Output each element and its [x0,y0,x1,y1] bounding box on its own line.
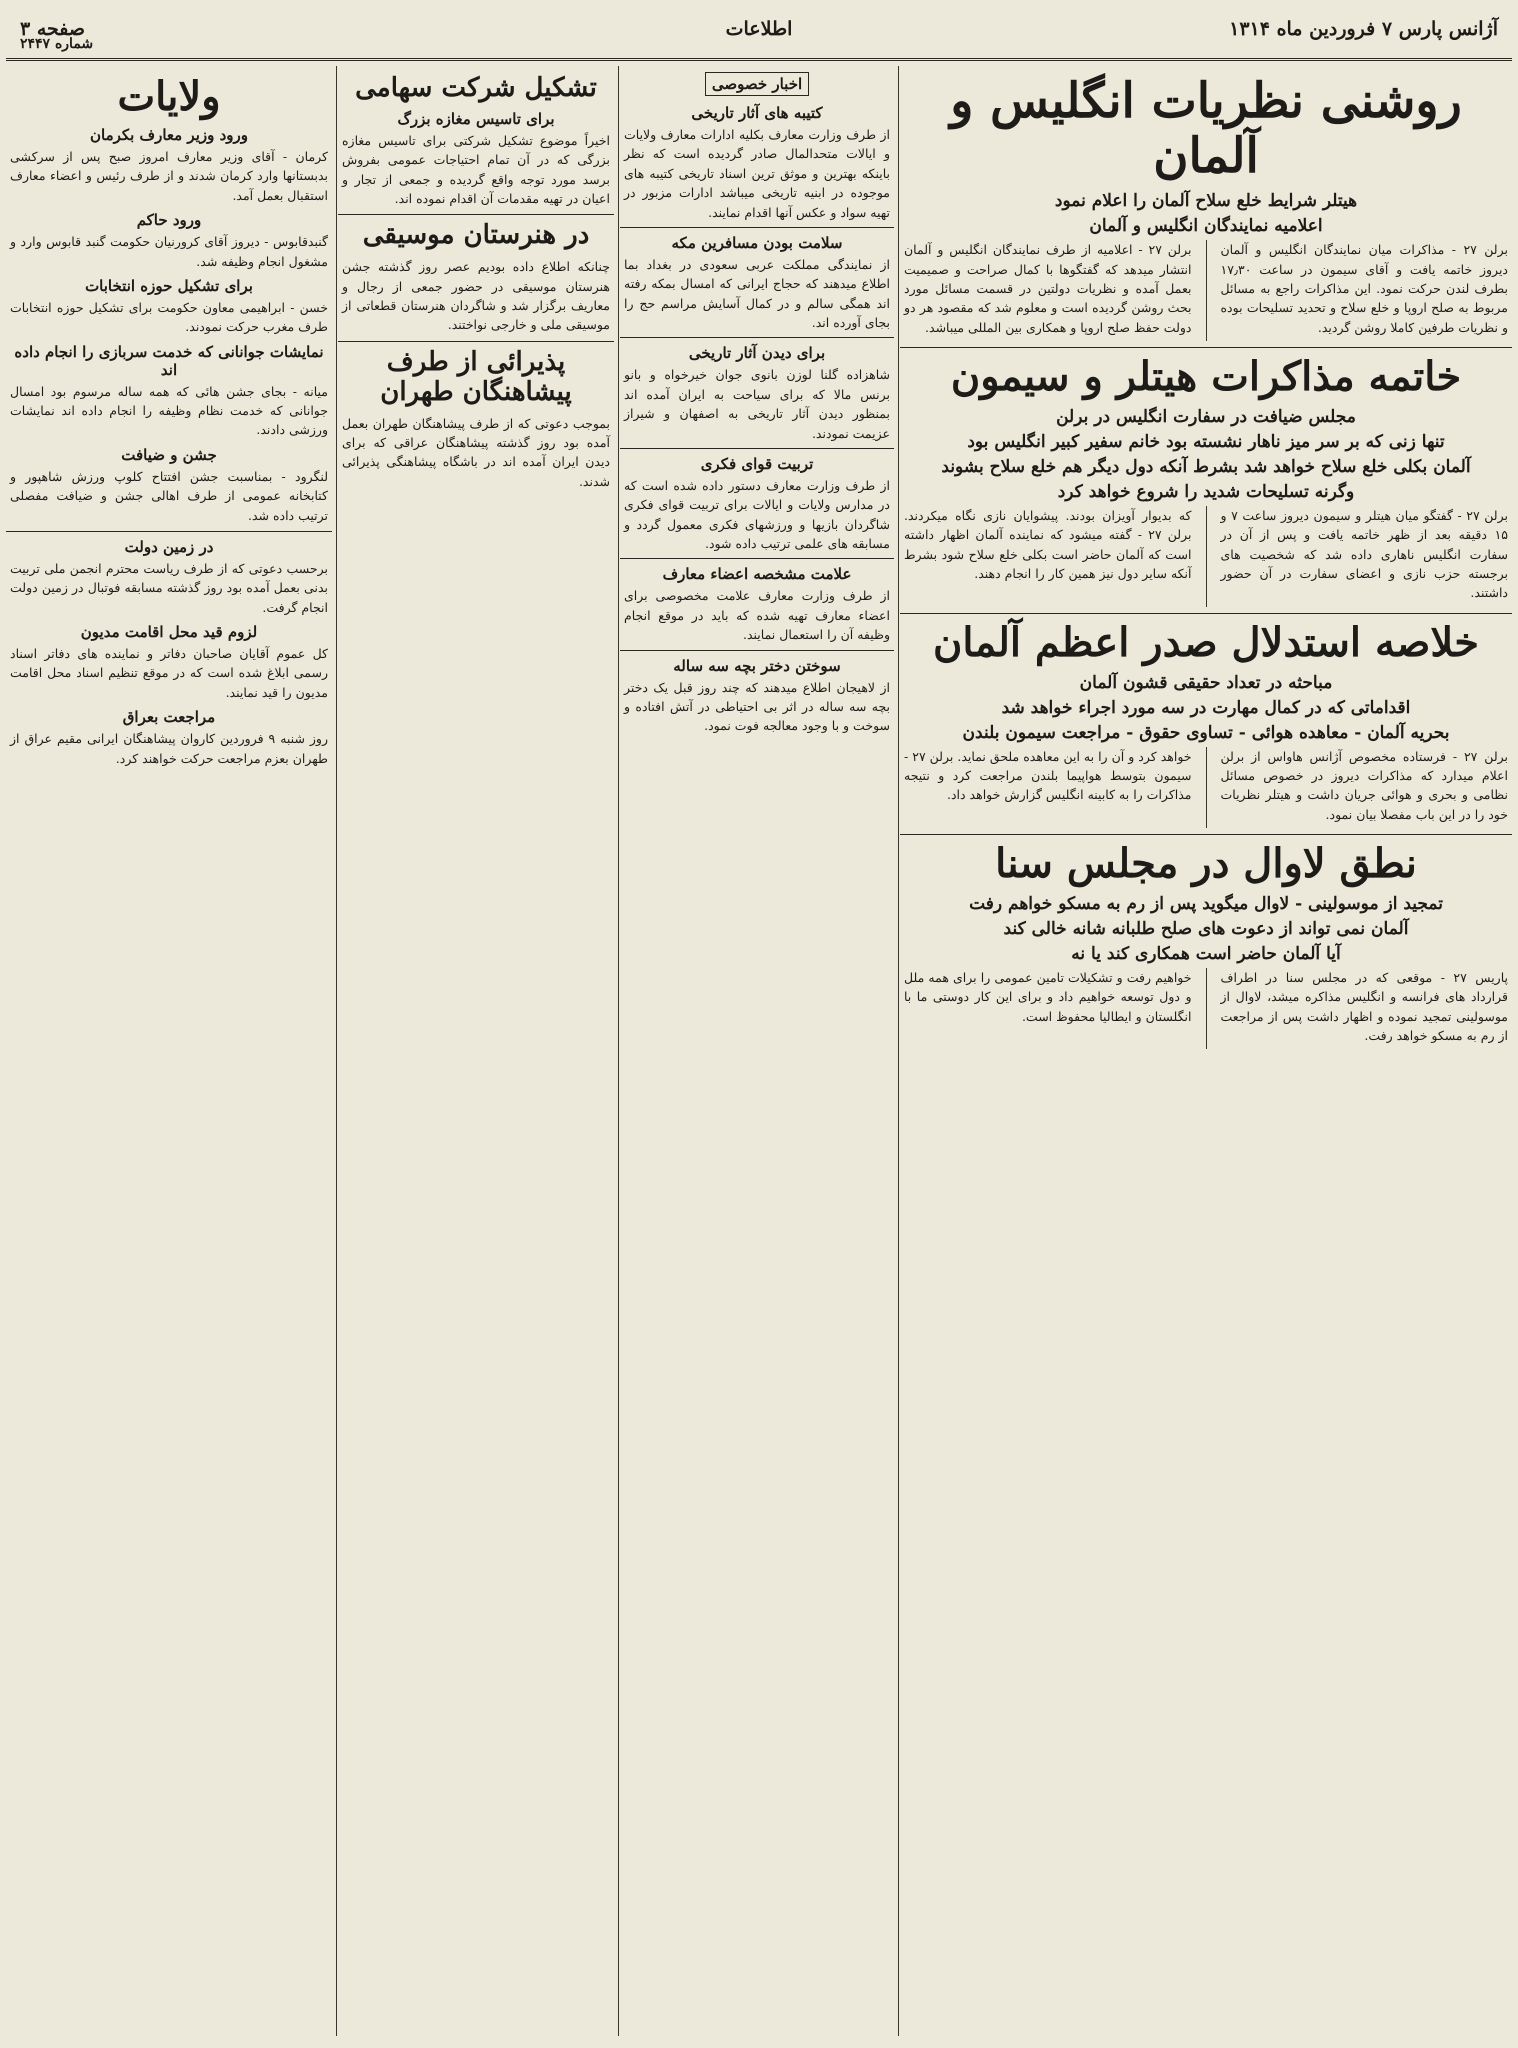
subheadline: تنها زنی که بر سر میز ناهار نشسته بود خانم سفیر کبیر انگلیس بود [967,432,1445,453]
item-body: کرمان - آقای وزیر معارف امروز صبح پس از سرکشی بدبستانها وارد کرمان شدند و از طرف رئیس و اعضاء معارف استقبال بعمل آمد. [10,149,328,203]
article-british-german-views [900,74,1512,341]
item-title: علامت مشخصه اعضاء معارف [662,565,852,584]
article-hitler-simon-talks [900,354,1512,607]
subheadline: هیتلر شرایط خلع سلاح آلمان را اعلام نمود [1054,191,1358,212]
item-title: تربیت قوای فکری [700,454,814,473]
subheadline: وگرنه تسلیحات شدید را شروع خواهد کرد [1057,481,1355,502]
item-title: جشن و ضیافت [121,445,217,464]
article-body: برلن ۲۷ - مذاکرات میان نمایندگان انگلیس و آلمان دیروز خاتمه یافت و آقای سیمون در ساعت ۱۷٫۳۰ بطرف لندن حرکت نمود. این مذاکرات راجع به مسائل مربوط به صلح اروپا و خلع سلاح و تحدید تسلیحات بوده و نظریات طرفین کاملا روشن گردید. [1220,242,1508,335]
masthead-date: آژانس پارس ۷ فروردین ماه ۱۳۱۴ [1229,18,1498,40]
subheadline: بحریه آلمان - معاهده هوائی - تساوی حقوق - مراجعت سیمون بلندن [962,722,1450,743]
item-body: میانه - بجای جشن هائی که همه ساله مرسوم بود امسال جوانانی که خدمت نظام وظیفه را انجام داده اند نمایشات ورزشی دادند. [10,383,328,438]
item-body: بموجب دعوتی که از طرف پیشاهنگان طهران بعمل آمده بود روز گذشته پیشاهنگان عراقی که برای دیدن ایران آمده اند در باشگاه پیشاهنگی پذیرائی شدند. [342,415,610,489]
column-rule [618,66,619,2036]
item-title: در زمین دولت [124,537,214,556]
article-body: پاریس ۲۷ - موقعی که در مجلس سنا در اطراف قرارداد های فرانسه و انگلیس مذاکره میشد، لاوال از موسولینی تمجید نموده و اظهار داشت پس از مراجعت از رم به مسکو خواهد رفت. [1220,969,1508,1043]
masthead-issue: شماره ۲۴۴۷ [20,36,94,52]
item-body: چنانکه اطلاع داده بودیم عصر روز گذشته جشن هنرستان موسیقی در حضور جمعی از رجال و معاریف برگزار شد و شاگردان هنرستان قطعاتی از موسیقی ملی و خارجی نواختند. [342,259,610,333]
item-title: ورود حاکم [136,211,202,230]
item-body: اخیراً موضوع تشکیل شرکتی برای تاسیس مغازه بزرگی که در آن تمام احتیاجات عمومی بفروش برسد مورد توجه واقع گردیده و جمعی از تجار و اعیان در تهیه مقدمات آن اقدام نموده اند. [342,132,610,207]
article-body: برلن ۲۷ - اعلامیه از طرف نمایندگان انگلیس و آلمان انتشار میدهد که گفتگوها با کمال صراحت و صمیمیت بعمل آمده و نظریات دولتین در قسمت مسائل مورد بحث روشن گردیده است و معلوم شد که مقصود هر دو دولت حفظ صلح اروپا و همکاری بین المللی میباشد. [904,242,1192,335]
section-headline: پذیرائی از طرف پیشاهنگان طهران [380,346,572,407]
company-column [338,70,614,2042]
item-body: از طرف وزارت معارف دستور داده شده است که در مدارس ولایات و ایالات برای تربیت قوای فکری شاگردان بازیها و ورزشهای فکری معمول گردد و مسابقه های علمی ترتیب داده شود. [624,477,890,551]
item-title: ورود وزیر معارف بکرمان [89,126,248,144]
private-news-column [620,70,894,2042]
subheadline: آلمان بکلی خلع سلاح خواهد شد بشرط آنکه دول دیگر هم خلع سلاح بشوند [941,457,1471,477]
item-body: از لاهیجان اطلاع میدهند که چند روز قبل یک دختر بچه سه ساله در اثر بی احتیاطی در آتش افتاده و سوخت و با وجود معالجه فوت نمود. [624,679,890,734]
item-title: لزوم قید محل اقامت مدیون [80,623,258,641]
masthead-paper-name: اطلاعات [725,18,793,40]
article-laval-senate-speech [900,841,1512,1049]
headline: خاتمه مذاکرات هیتلر و سیمون [950,353,1462,401]
item-title: برای تشکیل حوزه انتخابات [85,276,253,295]
headline: نطق لاوال در مجلس سنا [995,840,1417,888]
section-head: اخبار خصوصی [705,72,809,96]
item-body: از طرف وزارت معارف علامت مخصوصی برای اعضاء معارف تهیه شده که باید در موقع انجام وظیفه آن را استعمال نمایند. [624,588,890,643]
headline: خلاصه استدلال صدر اعظم آلمان [933,618,1479,666]
main-column [900,70,1512,2042]
item-title: سوختن دختر بچه سه ساله [673,656,841,675]
subheadline: اعلامیه نمایندگان انگلیس و آلمان [1089,216,1323,237]
headline: روشنی نظریات انگلیس و آلمان [950,73,1462,185]
item-body: شاهزاده گلنا لوزن بانوی جوان خیرخواه و بانو برنس مالا که برای سیاحت به ایران آمده اند بمنظور دیدن آثار تاریخی به اصفهان و شیراز عزیمت نمودند. [624,367,890,441]
subheadline: اقداماتی که در کمال مهارت در سه مورد اجراء خواهد شد [1001,697,1411,718]
subheadline: مباحثه در تعداد حقیقی قشون آلمان [1079,672,1333,693]
article-body: خواهیم رفت و تشکیلات تامین عمومی را برای همه ملل و دول توسعه خواهیم داد و برای این کار دوستی ما با انگلستان و ایطالیا محفوظ است. [904,969,1192,1024]
item-body: لنگرود - بمناسبت جشن افتتاح کلوپ ورزش شاهپور و کتابخانه عمومی از طرف اهالی جشن و ضیافت مفصلی ترتیب داده شد. [10,468,328,523]
provinces-column [6,70,332,2042]
article-body: که بدیوار آویزان بودند. پیشوایان نازی نگاه میکردند. برلن ۲۷ - گفته میشود که نماینده آلمان اظهار داشته است که آلمان حاضر است بکلی خلع سلاح شود بشرط آنکه سایر دول نیز همین کار را انجام دهند. [904,507,1192,581]
article-body: برلن ۲۷ - فرستاده مخصوص آژانس هاواس از برلن اعلام میدارد که مذاکرات دیروز در خصوص مسائل نظامی و بحری و هوائی جریان داشت و هیتلر نظریات خود را در این باب مفصلا بیان نمود. [1220,748,1508,822]
item-body: از نمایندگی مملکت عربی سعودی در بغداد بما اطلاع میدهند که حجاج ایرانی که امسال بمکه رفته اند همگی سالم و در کمال آسایش مراسم حج را بجای آورده اند. [624,256,890,330]
item-body: برحسب دعوتی که از طرف ریاست محترم انجمن ملی تربیت بدنی بعمل آمده بود روز گذشته مسابقه فوتبال در زمین دولت انجام گرفت. [10,560,328,615]
column-rule [898,66,899,2036]
column-rule [336,66,337,2036]
item-title: برای تاسیس مغازه بزرگ [397,109,555,128]
item-title: برای دیدن آثار تاریخی [688,344,826,363]
section-headline: در هنرستان موسیقی [362,220,590,251]
masthead-page: صفحه ۳ [20,18,86,40]
item-title: مراجعت بعراق [122,708,216,727]
item-title: کتیبه های آثار تاریخی [691,104,823,122]
subheadline: آیا آلمان حاضر است همکاری کند یا نه [1071,943,1341,964]
article-chancellor-argument [900,620,1512,828]
article-body: خواهد کرد و آن را به این معاهده ملحق نماید. برلن ۲۷ - سیمون بتوسط هواپیما بلندن مراجعت کرد و نتیجه مذاکرات را به کابینه انگلیس گزارش خواهد داد. [904,748,1192,803]
masthead [6,8,1512,61]
section-headline: تشکیل شرکت سهامی [355,73,597,103]
item-body: خسن - ابراهیمی معاون حکومت برای تشکیل حوزه انتخابات طرف مغرب حرکت نمودند. [10,299,328,335]
item-body: از طرف وزارت معارف بکلیه ادارات معارف ولایات و ایالات متحدالمال صادر گردیده است که نظر باینکه بهترین و موثق ترین اسناد تاریخی کتیبه های موجوده در ابنیه تاریخی میباشد ادارات مزبور در تهیه سواد و عکس آنها اقدام نمایند. [624,127,890,220]
subheadline: مجلس ضیافت در سفارت انگلیس در برلن [1056,407,1356,428]
article-body: برلن ۲۷ - گفتگو میان هیتلر و سیمون دیروز ساعت ۷ و ۱۵ دقیقه بعد از ظهر خاتمه یافت و پس از آن در سفارت انگلیس ناهاری داده شد که شخصیت های برجسته حزب نازی و اعضای سفارت در آن حضور داشتند. [1220,507,1508,601]
item-title: نمایشات جوانانی که خدمت سربازی را انجام داده اند [14,342,324,379]
section-headline: ولایات [117,73,221,120]
item-body: روز شنبه ۹ فروردین کاروان پیشاهنگان ایرانی مقیم عراق از طهران بعزم مراجعت حرکت خواهند کرد. [10,731,328,766]
subheadline: تمجید از موسولینی - لاوال میگوید پس از رم به مسکو خواهم رفت [969,894,1443,915]
item-body: کل عموم آقایان صاحبان دفاتر و نماینده های دفاتر اسناد رسمی ابلاغ شده است که در موقع تنظیم اسناد محل اقامت مدیون را قید نمایند. [10,646,328,700]
item-title: سلامت بودن مسافرین مکه [671,233,843,252]
subheadline: آلمان نمی تواند از دعوت های صلح طلبانه شانه خالی کند [1003,919,1409,939]
item-body: گنبدقابوس - دیروز آقای کرورنیان حکومت گنبد قابوس وارد و مشغول انجام وظیفه شد. [10,234,328,269]
